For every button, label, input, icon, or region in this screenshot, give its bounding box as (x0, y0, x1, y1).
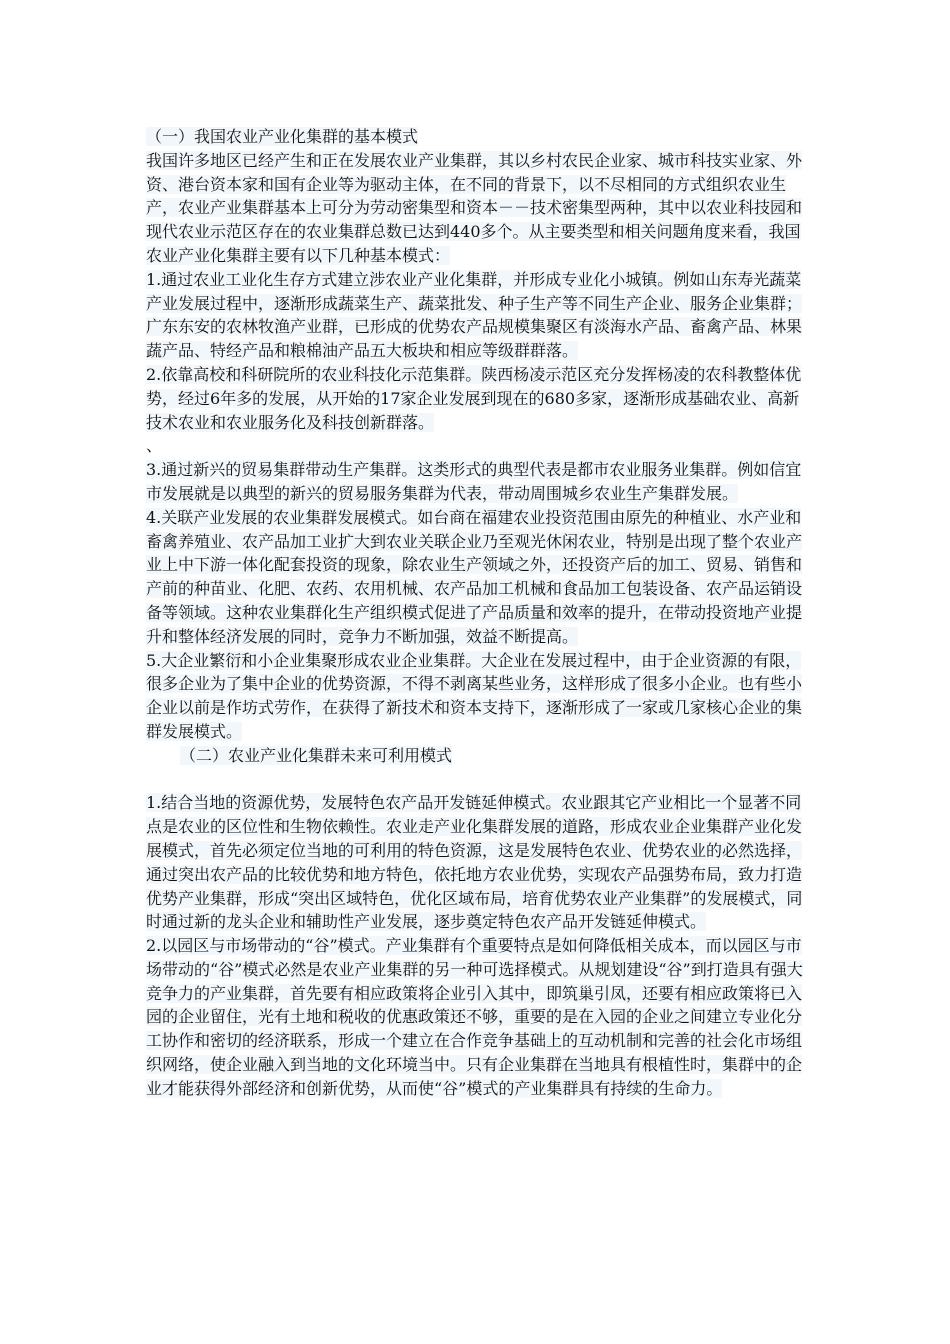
stray-punctuation: 、 (146, 436, 163, 456)
section-1-item-5: 5.大企业繁衍和小企业集聚形成农业企业集群。大企业在发展过程中，由于企业资源的有限，很多企业为了集中企业的优势资源，不得不剥离某些业务，这样形成了很多小企业。也有些小企业以前是作坊式劳作，在获得了新技术和资本支持下，逐渐形成了一家或几家核心企业的集群发展模式。 (146, 650, 803, 741)
section-2-item-2: 2.以园区与市场带动的“谷”模式。产业集群有个重要特点是如何降低相关成本，而以园区与市场带动的“谷”模式必然是农业产业集群的另一种可选择模式。从规划建设“谷”到打造具有强大竞争力的产业集群，首先要有相应政策将企业引入其中，即筑巢引凤，还要有相应政策将已入园的企业留住，光有土地和税收的优惠政策还不够，重要的是在入园的企业之间建立专业化分工协作和密切的经济联系，形成一个建立在合作竞争基础上的互动机制和完善的社会化市场组织网络，使企业融入到当地的文化环境当中。只有企业集群在当地具有根植性时，集群中的企业才能获得外部经济和创新优势，从而使“谷”模式的产业集群具有持续的生命力。 (146, 936, 803, 1098)
section-2-item-1: 1.结合当地的资源优势，发展特色农产品开发链延伸模式。农业跟其它产业相比一个显著不同点是农业的区位性和生物依赖性。农业走产业化集群发展的道路，形成农业企业集群产业化发展模式，首先必须定位当地的可利用的特色资源，这是发展特色农业、优势农业的必然选择，通过突出农产品的比较优势和地方特色，依托地方农业优势，实现农产品强势布局，致力打造优势产业集群，形成“突出区域特色，优化区域布局，培育优势农业产业集群”的发展模式，同时通过新的龙头企业和辅助性产业发展，逐步奠定特色农产品开发链延伸模式。 (146, 793, 803, 932)
document-page (146, 125, 814, 1101)
section-1-item-4: 4.关联产业发展的农业集群发展模式。如台商在福建农业投资范围由原先的种植业、水产业和畜禽养殖业、农产品加工业扩大到农业关联企业乃至观光休闲农业，特别是出现了整个农业产业上中下游一体化配套投资的现象，除农业生产领域之外，还投资产后的加工、贸易、销售和产前的种苗业、化肥、农药、农用机械、农产品加工机械和食品加工包装设备、农产品运销设备等领域。这种农业集群化生产组织模式促进了产品质量和效率的提升，在带动投资地产业提升和整体经济发展的同时，竞争力不断加强，效益不断提高。 (146, 507, 803, 646)
section-1-heading: （一）我国农业产业化集群的基本模式 (146, 127, 419, 146)
blank-line (146, 768, 814, 792)
section-2-heading: （二）农业产业化集群未来可利用模式 (180, 745, 453, 765)
section-1-item-3: 3.通过新兴的贸易集群带动生产集群。这类形式的典型代表是都市农业服务业集群。例如信宜市发展就是以典型的新兴的贸易服务集群为代表，带动周围城乡农业生产集群发展。 (146, 460, 802, 503)
section-1-item-2: 2.依靠高校和科研院所的农业科技化示范集群。陕西杨凌示范区充分发挥杨凌的农科教整体优势，经过6年多的发展，从开始的17家企业发展到现在的680多家，逐渐形成基础农业、高新技术农业和农业服务化及科技创新群落。 (146, 364, 802, 432)
section-1-intro: 我国许多地区已经产生和正在发展农业产业集群，其以乡村农民企业家、城市科技实业家、外资、港台资本家和国有企业等为驱动主体，在不同的背景下，以不尽相同的方式组织农业生产，农业产业集群基本上可分为劳动密集型和资本－－技术密集型两种，其中以农业科技园和现代农业示范区存在的农业集群总数已达到440多个。从主要类型和相关问题角度来看，我国农业产业化集群主要有以下几种基本模式： (146, 150, 803, 265)
section-1-item-1: 1.通过农业工业化生存方式建立涉农业产业化集群，并形成专业化小城镇。例如山东寿光蔬菜产业发展过程中，逐渐形成蔬菜生产、蔬菜批发、种子生产等不同生产企业、服务企业集群；广东东安的农林牧渔产业群，已形成的优势农产品规模集聚区有淡海水产品、畜禽产品、林果蔬产品、特经产品和粮棉油产品五大板块和相应等级群群落。 (146, 269, 803, 361)
